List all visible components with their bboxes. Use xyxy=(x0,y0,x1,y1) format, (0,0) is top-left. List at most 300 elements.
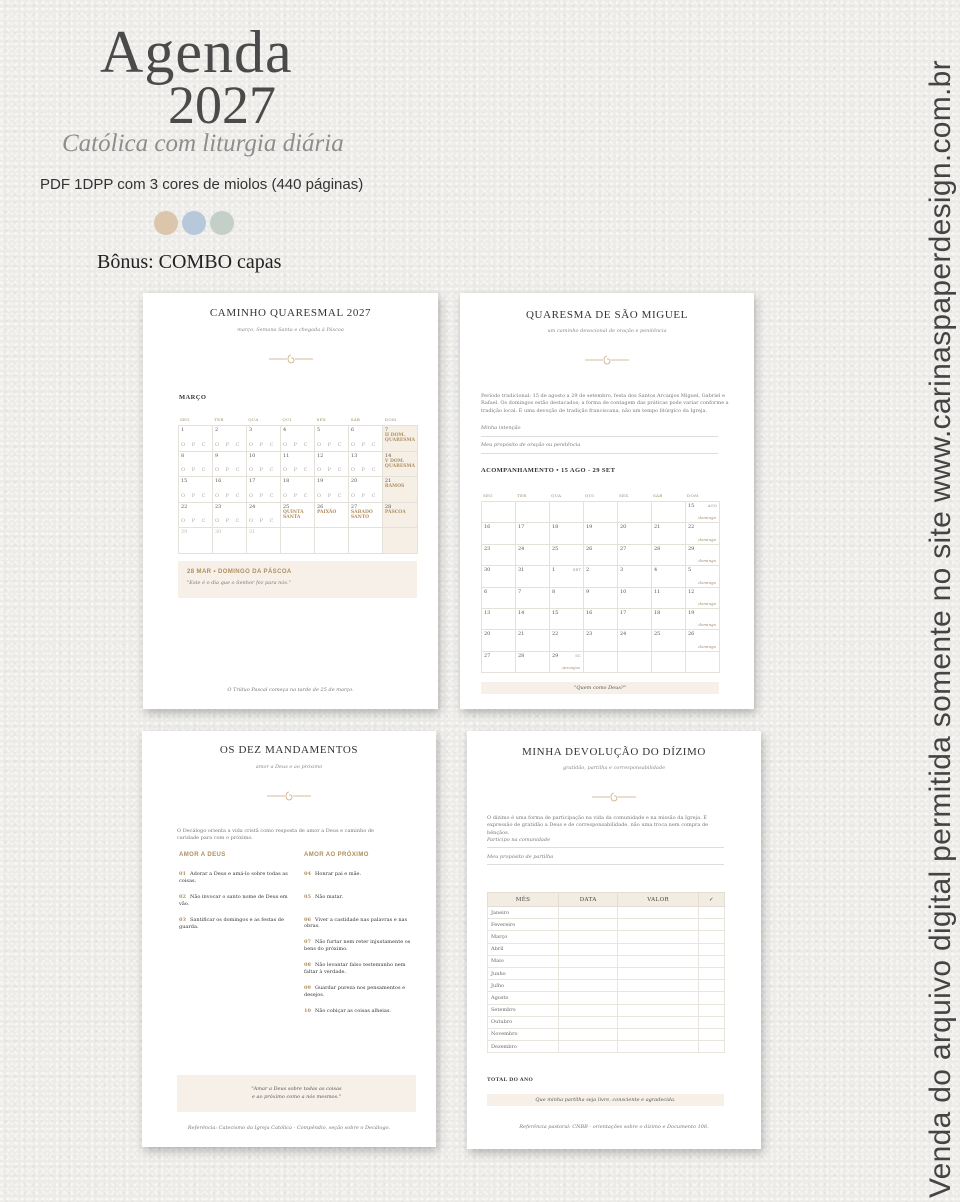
page-devolucao-dizimo xyxy=(467,731,761,1149)
month-cell: Dezembro xyxy=(488,1041,559,1053)
practice-marks: O P C xyxy=(282,492,310,499)
entry-cell[interactable] xyxy=(559,931,618,943)
entry-cell[interactable] xyxy=(618,955,699,967)
day-number: 19 xyxy=(586,524,593,531)
day-number: 11 xyxy=(654,588,661,595)
commandment-text: Não levantar falso testemunho nem faltar à verdade. xyxy=(304,962,406,975)
calendar-day[interactable] xyxy=(349,452,383,478)
calendar-day[interactable] xyxy=(686,502,720,523)
table-row xyxy=(488,955,725,967)
day-number: 22 xyxy=(552,631,559,638)
month-tag: AGO xyxy=(707,503,717,508)
quote-line-2: e ao próximo como a nós mesmos." xyxy=(251,1094,342,1100)
commandment-text: Honrar pai e mãe. xyxy=(314,871,362,877)
month-cell: Agosto xyxy=(488,992,559,1004)
practice-marks: O P C xyxy=(350,441,378,448)
calendar-day[interactable] xyxy=(550,652,584,673)
day-number: 30 xyxy=(214,529,222,536)
weekday-label: SEX xyxy=(316,417,326,422)
table-header: DATA xyxy=(559,893,618,907)
calendar-day[interactable] xyxy=(584,588,618,609)
practice-marks: O P C xyxy=(248,492,276,499)
practice-marks: O P C xyxy=(350,467,378,474)
page-title: CAMINHO QUARESMAL 2027 xyxy=(209,307,372,319)
day-number: 14 xyxy=(518,609,525,616)
month-cell: Julho xyxy=(488,980,559,992)
commandment-item xyxy=(304,894,416,901)
day-number: 7 xyxy=(384,427,389,433)
calendar-day[interactable] xyxy=(383,452,418,478)
entry-cell[interactable] xyxy=(559,992,618,1004)
day-number: 31 xyxy=(518,567,525,574)
calendar-day[interactable] xyxy=(179,477,213,503)
day-number: 19 xyxy=(316,478,324,485)
sao-miguel-calendar xyxy=(481,501,720,673)
day-number: 15 xyxy=(688,503,695,509)
practice-marks: O P C xyxy=(282,467,310,474)
table-row xyxy=(488,967,725,979)
commandment-item xyxy=(304,1008,416,1015)
product-title: Agenda xyxy=(100,19,293,85)
weekday-label: DOM xyxy=(384,417,397,422)
calendar-day[interactable] xyxy=(349,477,383,503)
entry-cell[interactable] xyxy=(698,1041,724,1053)
calendar-day[interactable] xyxy=(213,528,247,554)
entry-cell[interactable] xyxy=(698,907,724,919)
entry-cell[interactable] xyxy=(698,1028,724,1040)
day-number: 10 xyxy=(248,452,256,459)
table-row xyxy=(488,943,725,955)
calendar-day[interactable] xyxy=(213,426,247,452)
day-number: 27 xyxy=(484,652,491,659)
calendar-day[interactable] xyxy=(482,630,516,651)
calendar-day[interactable] xyxy=(686,545,720,566)
entry-cell[interactable] xyxy=(559,980,618,992)
commandment-number: 02 xyxy=(179,894,186,900)
page-footer: Referência pastoral: CNBB - orientações sobre o dízimo e Documento 106. xyxy=(519,1124,709,1130)
product-year: 2027 xyxy=(168,75,276,135)
day-note: domingo xyxy=(698,600,716,606)
calendar-day[interactable] xyxy=(516,630,550,651)
calendar-day[interactable] xyxy=(281,528,315,554)
practice-marks: O P C xyxy=(282,441,310,448)
page-subtitle: um caminho devocional de oração e penitência xyxy=(547,328,667,334)
day-number: 23 xyxy=(484,545,491,552)
watermark-text: Venda do arquivo digital permitida somente no site www.carinaspaperdesign.com.br xyxy=(924,60,957,1198)
month-label: MARÇO xyxy=(179,394,207,401)
entry-cell[interactable] xyxy=(618,1028,699,1040)
calendar-day[interactable] xyxy=(349,426,383,452)
calendar-day[interactable] xyxy=(652,545,686,566)
calendar-day[interactable] xyxy=(482,609,516,630)
table-header: MÊS xyxy=(488,893,559,907)
calendar-day[interactable] xyxy=(686,566,720,587)
ornament-icon xyxy=(583,354,631,366)
calendar-day[interactable] xyxy=(516,609,550,630)
calendar-day[interactable] xyxy=(550,523,584,544)
day-number: 30 xyxy=(484,567,491,574)
color-swatch-blue xyxy=(182,211,206,235)
practice-marks: O P C xyxy=(214,492,242,499)
entry-cell[interactable] xyxy=(618,907,699,919)
calendar-day[interactable] xyxy=(652,609,686,630)
commandment-number: 04 xyxy=(304,871,311,877)
commandment-number: 10 xyxy=(304,1007,311,1014)
calendar-day[interactable] xyxy=(315,528,349,554)
day-number: 16 xyxy=(586,609,593,616)
quote-line-1: "Amar a Deus sobre todas as coisas xyxy=(251,1086,342,1092)
entry-cell[interactable] xyxy=(698,1004,724,1016)
weekday-label: SÁB xyxy=(350,417,361,422)
entry-cell[interactable] xyxy=(698,943,724,955)
calendar-day[interactable] xyxy=(281,452,315,478)
commandment-number: 03 xyxy=(179,917,186,923)
day-number: 15 xyxy=(552,609,559,616)
entry-cell[interactable] xyxy=(618,1016,699,1028)
day-number: 28 xyxy=(384,503,392,510)
weekday-label: QUA xyxy=(551,493,562,498)
calendar-day[interactable] xyxy=(383,503,418,529)
day-number: 20 xyxy=(350,478,358,485)
calendar-day[interactable] xyxy=(247,426,281,452)
quote-text: Que minha partilha seja livre, consciente e agradecida. xyxy=(535,1097,676,1103)
calendar-day[interactable] xyxy=(315,426,349,452)
commandment-text: Não cobiçar as coisas alheias. xyxy=(314,1007,392,1014)
day-number: 4 xyxy=(654,567,658,574)
table-row xyxy=(488,1041,725,1053)
commandment-number: 09 xyxy=(304,985,311,991)
practice-marks: O P C xyxy=(350,492,378,499)
practice-marks: O P C xyxy=(214,441,242,448)
calendar-day[interactable] xyxy=(315,477,349,503)
day-number: 20 xyxy=(620,524,627,531)
calendar-day[interactable] xyxy=(482,523,516,544)
practice-marks: O P C xyxy=(248,441,276,448)
calendar-day[interactable] xyxy=(516,588,550,609)
entry-cell[interactable] xyxy=(559,1004,618,1016)
calendar-day[interactable] xyxy=(584,566,618,587)
quote-box xyxy=(481,682,719,694)
entry-cell[interactable] xyxy=(698,931,724,943)
purpose-field-label: Meu propósito de partilha xyxy=(487,854,554,860)
calendar-day[interactable] xyxy=(652,630,686,651)
entry-cell[interactable] xyxy=(559,1041,618,1053)
commandment-item xyxy=(304,962,416,975)
day-number: 4 xyxy=(282,427,287,433)
entry-cell[interactable] xyxy=(618,992,699,1004)
calendar-day[interactable] xyxy=(618,630,652,651)
day-number: 29 xyxy=(688,545,695,552)
product-format: PDF 1DPP com 3 cores de miolos (440 páginas) xyxy=(40,176,364,193)
entry-cell[interactable] xyxy=(698,955,724,967)
entry-cell[interactable] xyxy=(618,980,699,992)
calendar-day[interactable] xyxy=(686,652,720,673)
day-number: 21 xyxy=(654,524,661,531)
section-title: ACOMPANHAMENTO • 15 AGO - 29 SET xyxy=(481,467,616,474)
ornament-icon xyxy=(590,791,638,803)
day-number: 21 xyxy=(384,478,392,485)
ornament-icon xyxy=(267,353,315,365)
day-number: 24 xyxy=(518,545,525,552)
calendar-day[interactable] xyxy=(686,630,720,651)
page-quaresma-sao-miguel xyxy=(460,293,754,709)
weekday-label: DOM xyxy=(687,493,699,498)
calendar-day[interactable] xyxy=(652,566,686,587)
love-god-title: AMOR A DEUS xyxy=(179,852,226,858)
calendar-day[interactable] xyxy=(247,452,281,478)
love-neighbor-title: AMOR AO PRÓXIMO xyxy=(304,852,369,858)
calendar-day[interactable] xyxy=(281,503,315,529)
calendar-day[interactable] xyxy=(383,426,418,452)
day-note: domingo xyxy=(698,515,716,521)
practice-marks: O P C xyxy=(316,492,344,499)
day-event: QUINTA SANTA xyxy=(282,509,304,520)
calendar-day[interactable] xyxy=(516,652,550,673)
practice-marks: O P C xyxy=(248,467,276,474)
calendar-day[interactable] xyxy=(652,588,686,609)
entry-cell[interactable] xyxy=(559,955,618,967)
entry-cell[interactable] xyxy=(559,1028,618,1040)
month-tag: SC xyxy=(575,652,581,658)
calendar-day[interactable] xyxy=(482,545,516,566)
day-number: 12 xyxy=(316,452,324,459)
calendar-day[interactable] xyxy=(482,502,516,523)
intro-text: Período tradicional: 15 de agosto a 29 de setembro, festa dos Santos Arcanjos Miguel, Gabriel e Rafael. Os domingos estão destacados; a forma de contagem das práticas pode variar conforme a tradição local. É uma devoção de tradição franciscana, não um tempo litúrgico da Igreja. xyxy=(481,393,729,414)
calendar-day[interactable] xyxy=(213,477,247,503)
day-number: 3 xyxy=(620,567,624,574)
calendar-day[interactable] xyxy=(516,502,550,523)
purpose-field[interactable] xyxy=(487,864,724,865)
calendar-day[interactable] xyxy=(383,477,418,503)
day-number: 6 xyxy=(484,588,488,595)
day-number: 28 xyxy=(518,652,525,659)
entry-cell[interactable] xyxy=(618,919,699,931)
calendar-day[interactable] xyxy=(516,545,550,566)
entry-cell[interactable] xyxy=(618,1041,699,1053)
day-note: domingo xyxy=(698,579,716,585)
day-number: 16 xyxy=(214,478,222,485)
calendar-day[interactable] xyxy=(179,528,213,554)
day-number: 22 xyxy=(181,503,188,510)
day-number: 6 xyxy=(350,427,355,433)
table-row xyxy=(488,919,725,931)
commandment-item xyxy=(179,917,291,930)
easter-highlight xyxy=(178,561,417,598)
day-event: II DOM. QUARESMA xyxy=(384,433,415,443)
month-cell: Novembro xyxy=(488,1028,559,1040)
calendar-day[interactable] xyxy=(247,477,281,503)
calendar-day[interactable] xyxy=(584,630,618,651)
day-number: 13 xyxy=(350,452,358,459)
entry-cell[interactable] xyxy=(698,992,724,1004)
page-title: MINHA DEVOLUÇÃO DO DÍZIMO xyxy=(522,746,706,758)
day-number: 8 xyxy=(552,588,556,595)
intention-field[interactable] xyxy=(481,436,718,437)
entry-cell[interactable] xyxy=(698,980,724,992)
day-number: 18 xyxy=(654,609,661,616)
page-subtitle: março, Semana Santa e chegada à Páscoa xyxy=(237,327,344,333)
calendar-day[interactable] xyxy=(584,523,618,544)
entry-cell[interactable] xyxy=(559,1016,618,1028)
calendar-day[interactable] xyxy=(584,502,618,523)
entry-cell[interactable] xyxy=(559,919,618,931)
table-header: ✓ xyxy=(698,893,724,907)
commandment-text: Não invocar o santo nome de Deus em vão. xyxy=(179,894,288,907)
calendar-day[interactable] xyxy=(281,426,315,452)
calendar-day[interactable] xyxy=(179,452,213,478)
total-label: TOTAL DO ANO xyxy=(487,1077,534,1083)
day-number: 19 xyxy=(688,609,695,616)
calendar-day[interactable] xyxy=(550,566,584,587)
calendar-day[interactable] xyxy=(686,588,720,609)
calendar-day[interactable] xyxy=(618,566,652,587)
day-number: 16 xyxy=(484,524,491,531)
purpose-field[interactable] xyxy=(481,453,718,454)
entry-cell[interactable] xyxy=(698,967,724,979)
calendar-day[interactable] xyxy=(247,503,281,529)
table-row xyxy=(488,980,725,992)
day-number: 7 xyxy=(518,588,522,595)
table-row xyxy=(488,1016,725,1028)
calendar-day[interactable] xyxy=(482,566,516,587)
calendar-day[interactable] xyxy=(618,609,652,630)
calendar-day[interactable] xyxy=(383,528,418,554)
table-row xyxy=(488,1004,725,1016)
calendar-day[interactable] xyxy=(618,502,652,523)
page-dez-mandamentos xyxy=(142,731,436,1147)
calendar-day[interactable] xyxy=(618,545,652,566)
day-number: 22 xyxy=(688,524,695,531)
day-number: 26 xyxy=(688,631,695,638)
table-row xyxy=(488,1028,725,1040)
entry-cell[interactable] xyxy=(559,943,618,955)
table-header: VALOR xyxy=(618,893,699,907)
weekday-label: QUI xyxy=(585,493,595,498)
calendar-day[interactable] xyxy=(618,523,652,544)
weekday-label: SEX xyxy=(619,493,629,498)
entry-cell[interactable] xyxy=(618,943,699,955)
practice-marks: O P C xyxy=(181,441,208,448)
day-number: 2 xyxy=(214,427,219,433)
day-number: 11 xyxy=(282,452,290,459)
practice-marks: O P C xyxy=(248,518,276,525)
calendar-day[interactable] xyxy=(584,609,618,630)
entry-cell[interactable] xyxy=(698,919,724,931)
calendar-day[interactable] xyxy=(550,609,584,630)
calendar-day[interactable] xyxy=(618,588,652,609)
page-footer: O Tríduo Pascal começa na tarde de 25 de março. xyxy=(227,687,354,693)
entry-cell[interactable] xyxy=(618,967,699,979)
day-event: V DOM. QUARESMA xyxy=(384,458,415,469)
table-row xyxy=(488,907,725,919)
month-cell: Outubro xyxy=(488,1016,559,1028)
calendar-day[interactable] xyxy=(315,503,349,529)
day-number: 25 xyxy=(282,503,290,510)
calendar-day[interactable] xyxy=(652,523,686,544)
tithe-table xyxy=(487,892,725,1053)
day-number: 18 xyxy=(552,524,559,531)
quote-box xyxy=(487,1094,724,1106)
entry-cell[interactable] xyxy=(618,1004,699,1016)
day-number: 31 xyxy=(248,529,256,536)
calendar-day[interactable] xyxy=(516,566,550,587)
page-footer: Referência: Catecismo da Igreja Católica - Compêndio, seção sobre o Decálogo. xyxy=(187,1125,391,1131)
quote-box xyxy=(177,1075,416,1112)
day-number: 25 xyxy=(552,545,559,552)
calendar-day[interactable] xyxy=(179,426,213,452)
entry-cell[interactable] xyxy=(559,907,618,919)
day-number: 13 xyxy=(484,609,491,616)
commandment-item xyxy=(179,871,291,884)
table-row xyxy=(488,931,725,943)
entry-cell[interactable] xyxy=(559,967,618,979)
calendar-day[interactable] xyxy=(618,652,652,673)
calendar-day[interactable] xyxy=(652,652,686,673)
calendar-day[interactable] xyxy=(550,502,584,523)
weekday-label: QUA xyxy=(248,417,259,422)
day-number: 27 xyxy=(350,503,358,510)
weekday-label: SEG xyxy=(483,493,493,498)
month-cell: Fevereiro xyxy=(488,919,559,931)
day-number: 26 xyxy=(316,503,324,510)
calendar-day[interactable] xyxy=(213,503,247,529)
page-subtitle: gratidão, partilha e corresponsabilidade xyxy=(562,765,666,771)
calendar-day[interactable] xyxy=(179,503,213,529)
calendar-day[interactable] xyxy=(686,523,720,544)
day-number: 5 xyxy=(316,427,321,433)
calendar-day[interactable] xyxy=(584,652,618,673)
calendar-day[interactable] xyxy=(550,630,584,651)
calendar-day[interactable] xyxy=(652,502,686,523)
calendar-day[interactable] xyxy=(349,503,383,529)
calendar-day[interactable] xyxy=(516,523,550,544)
calendar-day[interactable] xyxy=(281,477,315,503)
page-subtitle: amor a Deus e ao próximo xyxy=(255,764,323,770)
day-number: 29 xyxy=(181,529,188,536)
calendar-day[interactable] xyxy=(550,545,584,566)
calendar-day[interactable] xyxy=(482,588,516,609)
commandment-item xyxy=(179,894,291,907)
practice-marks: O P C xyxy=(214,467,242,474)
lent-calendar xyxy=(178,425,418,554)
day-event: PAIXÃO xyxy=(316,509,337,515)
day-number: 23 xyxy=(214,503,222,510)
calendar-day[interactable] xyxy=(550,588,584,609)
day-number: 9 xyxy=(586,588,590,595)
commandment-text: Guardar pureza nos pensamentos e desejos. xyxy=(304,985,406,998)
entry-cell[interactable] xyxy=(618,931,699,943)
day-number: 12 xyxy=(688,588,695,595)
commandment-item xyxy=(304,871,416,878)
community-field[interactable] xyxy=(487,847,724,848)
calendar-day[interactable] xyxy=(686,609,720,630)
practice-marks: O P C xyxy=(316,467,344,474)
calendar-day[interactable] xyxy=(349,528,383,554)
calendar-day[interactable] xyxy=(247,528,281,554)
calendar-day[interactable] xyxy=(315,452,349,478)
calendar-day[interactable] xyxy=(482,652,516,673)
practice-marks: O P C xyxy=(181,467,208,474)
entry-cell[interactable] xyxy=(698,1016,724,1028)
day-number: 17 xyxy=(248,478,256,485)
table-row xyxy=(488,992,725,1004)
weekday-label: QUI xyxy=(282,417,292,422)
page-title: QUARESMA DE SÃO MIGUEL xyxy=(525,309,688,321)
practice-marks: O P C xyxy=(181,518,208,525)
calendar-day[interactable] xyxy=(213,452,247,478)
day-number: 10 xyxy=(620,588,627,595)
calendar-day[interactable] xyxy=(584,545,618,566)
